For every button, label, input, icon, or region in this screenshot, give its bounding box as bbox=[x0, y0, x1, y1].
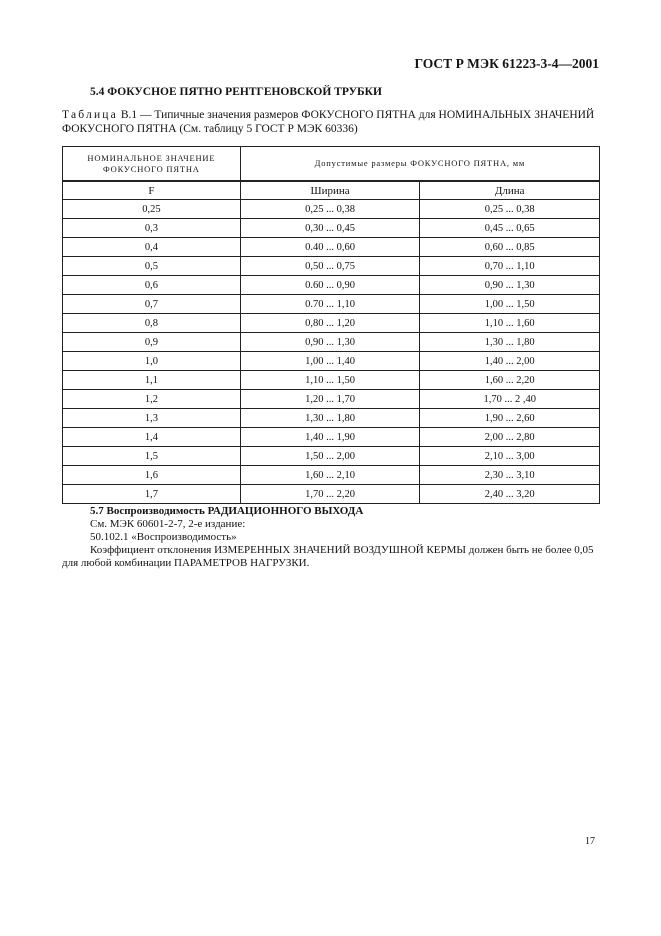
cell-nominal: 1,0 bbox=[63, 352, 241, 371]
table-row bbox=[63, 409, 600, 428]
page-number: 17 bbox=[585, 836, 595, 847]
section-5-7 bbox=[62, 505, 602, 570]
cell-length: 0,60 ... 0,85 bbox=[420, 238, 600, 257]
cell-nominal: 0,3 bbox=[63, 219, 241, 238]
cell-length: 0,25 ... 0,38 bbox=[420, 200, 600, 219]
cell-length: 2,40 ... 3,20 bbox=[420, 485, 600, 504]
cell-width: 1,30 ... 1,80 bbox=[240, 409, 420, 428]
table-row bbox=[63, 390, 600, 409]
cell-width: 0,30 ... 0,45 bbox=[240, 219, 420, 238]
cell-length: 2,00 ... 2,80 bbox=[420, 428, 600, 447]
table-row bbox=[63, 447, 600, 466]
cell-length: 1,90 ... 2,60 bbox=[420, 409, 600, 428]
cell-width: 1,50 ... 2,00 bbox=[240, 447, 420, 466]
table-row bbox=[63, 466, 600, 485]
cell-nominal: 1,6 bbox=[63, 466, 241, 485]
cell-length: 2,10 ... 3,00 bbox=[420, 447, 600, 466]
cell-nominal: 1,2 bbox=[63, 390, 241, 409]
cell-length: 1,30 ... 1,80 bbox=[420, 333, 600, 352]
cell-width: 0,80 ... 1,20 bbox=[240, 314, 420, 333]
header-nominal-value: НОМИНАЛЬНОЕ ЗНАЧЕНИЕ ФОКУСНОГО ПЯТНА bbox=[63, 147, 241, 182]
subheader-length: Длина bbox=[420, 181, 600, 200]
cell-length: 0,70 ... 1,10 bbox=[420, 257, 600, 276]
table-row bbox=[63, 276, 600, 295]
cell-nominal: 0,7 bbox=[63, 295, 241, 314]
cell-nominal: 0,5 bbox=[63, 257, 241, 276]
table-row bbox=[63, 314, 600, 333]
cell-width: 1,60 ... 2,10 bbox=[240, 466, 420, 485]
cell-nominal: 0,6 bbox=[63, 276, 241, 295]
section-5-7-paragraph: Коэффициент отклонения ИЗМЕРЕННЫХ ЗНАЧЕНИЙ ВОЗДУШНОЙ КЕРМЫ должен быть не более 0,05 для любой комбинации ПАРАМЕТРОВ НАГРУЗКИ. bbox=[62, 544, 594, 569]
section-5-7-clause: 50.102.1 «Воспроизводимость» bbox=[90, 531, 237, 543]
cell-width: 1,20 ... 1,70 bbox=[240, 390, 420, 409]
cell-nominal: 1,7 bbox=[63, 485, 241, 504]
section-5-7-title: Воспроизводимость РАДИАЦИОННОГО ВЫХОДА bbox=[106, 505, 364, 517]
cell-length: 1,10 ... 1,60 bbox=[420, 314, 600, 333]
section-5-7-reference: См. МЭК 60601-2-7, 2-е издание: bbox=[90, 518, 246, 530]
section-5-4-title: 5.4 ФОКУСНОЕ ПЯТНО РЕНТГЕНОВСКОЙ ТРУБКИ bbox=[90, 86, 382, 98]
document-header-code: ГОСТ Р МЭК 61223-3-4—2001 bbox=[414, 56, 599, 71]
cell-nominal: 1,4 bbox=[63, 428, 241, 447]
table-caption bbox=[62, 108, 600, 136]
cell-nominal: 1,3 bbox=[63, 409, 241, 428]
cell-nominal: 1,5 bbox=[63, 447, 241, 466]
table-caption-text: В.1 — Типичные значения размеров ФОКУСНОГО ПЯТНА для НОМИНАЛЬНЫХ ЗНАЧЕНИЙ ФОКУСНОГО ПЯТНА (См. таблицу 5 ГОСТ Р МЭК 60336) bbox=[62, 109, 595, 135]
table-row bbox=[63, 485, 600, 504]
cell-nominal: 1,1 bbox=[63, 371, 241, 390]
cell-length: 2,30 ... 3,10 bbox=[420, 466, 600, 485]
cell-length: 0,90 ... 1,30 bbox=[420, 276, 600, 295]
cell-length: 0,45 ... 0,65 bbox=[420, 219, 600, 238]
table-row bbox=[63, 333, 600, 352]
cell-width: 0.40 ... 0,60 bbox=[240, 238, 420, 257]
table-body bbox=[63, 200, 600, 504]
cell-width: 0.70 ... 1,10 bbox=[240, 295, 420, 314]
cell-nominal: 0,9 bbox=[63, 333, 241, 352]
cell-length: 1,60 ... 2,20 bbox=[420, 371, 600, 390]
cell-length: 1,00 ... 1,50 bbox=[420, 295, 600, 314]
cell-width: 0,25 ... 0,38 bbox=[240, 200, 420, 219]
cell-nominal: 0,8 bbox=[63, 314, 241, 333]
table-row bbox=[63, 352, 600, 371]
cell-width: 0,50 ... 0,75 bbox=[240, 257, 420, 276]
section-5-7-heading bbox=[62, 505, 602, 518]
table-row bbox=[63, 238, 600, 257]
cell-length: 1,40 ... 2,00 bbox=[420, 352, 600, 371]
focal-spot-table bbox=[62, 146, 600, 504]
table-caption-label: Таблица bbox=[62, 109, 118, 121]
table-row bbox=[63, 200, 600, 219]
cell-width: 0.60 ... 0,90 bbox=[240, 276, 420, 295]
subheader-f: F bbox=[63, 181, 241, 200]
table-row bbox=[63, 257, 600, 276]
table-row bbox=[63, 428, 600, 447]
cell-nominal: 0,25 bbox=[63, 200, 241, 219]
header-allowed-sizes: Допустимые размеры ФОКУСНОГО ПЯТНА, мм bbox=[240, 147, 599, 182]
section-5-7-number: 5.7 bbox=[90, 505, 107, 517]
cell-width: 1,70 ... 2,20 bbox=[240, 485, 420, 504]
cell-length: 1,70 ... 2 ,40 bbox=[420, 390, 600, 409]
table-row bbox=[63, 219, 600, 238]
cell-width: 0,90 ... 1,30 bbox=[240, 333, 420, 352]
cell-width: 1,00 ... 1,40 bbox=[240, 352, 420, 371]
table-row bbox=[63, 295, 600, 314]
subheader-width: Ширина bbox=[240, 181, 420, 200]
cell-width: 1,10 ... 1,50 bbox=[240, 371, 420, 390]
table-row bbox=[63, 371, 600, 390]
cell-width: 1,40 ... 1,90 bbox=[240, 428, 420, 447]
cell-nominal: 0,4 bbox=[63, 238, 241, 257]
